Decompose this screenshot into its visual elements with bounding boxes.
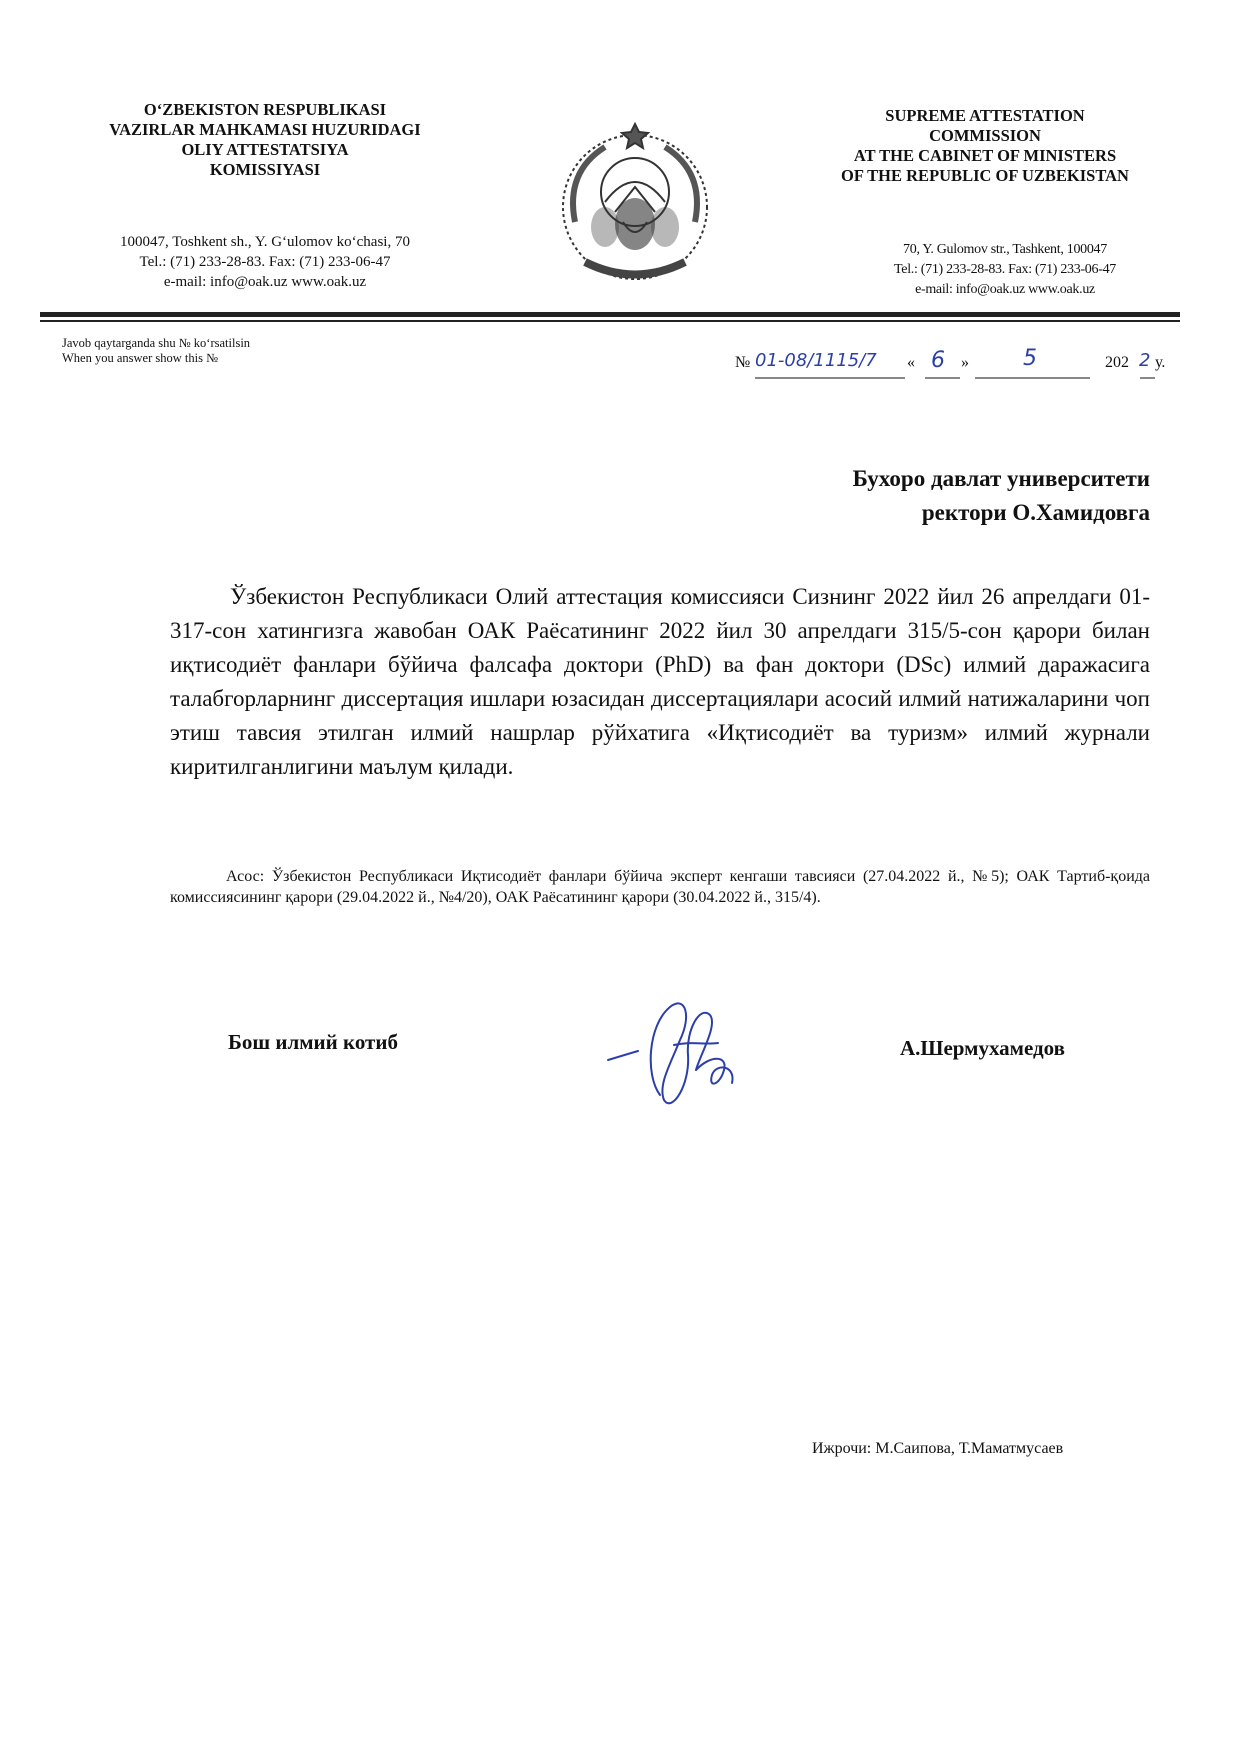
- header-left-line: OLIY ATTESTATSIYA: [181, 140, 349, 159]
- basis-note: [170, 866, 1150, 908]
- contact-line: e-mail: info@oak.uz www.oak.uz: [915, 282, 1095, 297]
- signatory-title: Бош илмий котиб: [228, 1030, 398, 1054]
- contact-line: 100047, Toshkent sh., Y. G‘ulomov ko‘chasi, 70: [120, 234, 410, 250]
- year-suffix: у.: [1155, 354, 1166, 371]
- header-divider-thin: [40, 320, 1180, 322]
- header-left-line: KOMISSIYASI: [209, 160, 321, 179]
- header-divider-thick: [40, 312, 1180, 317]
- header-right-contact: [820, 240, 1190, 300]
- handwritten-signature-icon: [600, 985, 760, 1110]
- reply-note-line: When you answer show this №: [62, 351, 218, 365]
- day-close-quote: »: [961, 354, 969, 371]
- header-left-org: [60, 100, 470, 180]
- header-left-line: VAZIRLAR MAHKAMASI HUZURIDAGI: [109, 120, 421, 139]
- letter-body: [170, 580, 1150, 784]
- contact-line: Tel.: (71) 233-28-83. Fax: (71) 233-06-47: [139, 254, 391, 270]
- signatory-name: А.Шермухамедов: [900, 1036, 1065, 1060]
- day-open-quote: «: [907, 354, 915, 371]
- state-emblem-icon: [545, 112, 725, 292]
- registration-line: [735, 346, 1185, 390]
- contact-line: e-mail: info@oak.uz www.oak.uz: [163, 274, 367, 290]
- addressee: [600, 462, 1150, 530]
- reply-note-line: Javob qaytarganda shu № ko‘rsatilsin: [62, 336, 251, 350]
- header-right-org: [790, 106, 1180, 186]
- registration-day: 6: [931, 348, 945, 373]
- year-prefix: 202: [1105, 354, 1129, 371]
- header-left-contact: [60, 232, 470, 292]
- contact-line: Tel.: (71) 233-28-83. Fax: (71) 233-06-47: [894, 262, 1116, 277]
- basis-text: Асос: Ўзбекистон Республикаси Иқтисодиёт фанлари бўйича эксперт кенгаши тавсияси (27.04.2022 й., №5); ОАК Тартиб-қоида комиссиясининг қарори (29.04.2022 й., №4/20), ОАК Раёсатининг қарори (30.04.2022 й., 315/4).: [170, 868, 1150, 906]
- year-digit: 2: [1139, 350, 1151, 371]
- header-right-line: AT THE CABINET OF MINISTERS: [853, 146, 1117, 165]
- registration-no-prefix: №: [735, 354, 751, 371]
- reply-note: [62, 336, 250, 366]
- header-right-line: SUPREME ATTESTATION: [885, 106, 1085, 125]
- header-left-line: O‘ZBEKISTON RESPUBLIKASI: [143, 100, 387, 119]
- registration-number: 01-08/1115/7: [755, 350, 877, 371]
- letter-body-text: Ўзбекистон Республикаси Олий аттестация комиссияси Сизнинг 2022 йил 26 апрелдаги 01-317-сон хатингизга жавобан ОАК Раёсатининг 2022 йил 30 апрелдаги 315/5-сон қарори билан иқтисодиёт фанлари бўйича фалсафа доктори (PhD) ва фан доктори (DSc) илмий даражасига талабгорларнинг диссертация ишлари юзасидан диссертациялари асосий илмий натижаларини чоп этиш тавсия этилган илмий нашрлар рўйхатига «Иқтисодиёт ва туризм» илмий журнали киритилганлигини маълум қилади.: [170, 584, 1150, 779]
- addressee-line: ректори О.Хамидовга: [921, 500, 1150, 525]
- header-right-line: OF THE REPUBLIC OF UZBEKISTAN: [841, 166, 1129, 185]
- addressee-line: Бухоро давлат университети: [852, 466, 1150, 491]
- header-right-line: COMMISSION: [929, 126, 1041, 145]
- contact-line: 70, Y. Gulomov str., Tashkent, 100047: [903, 242, 1107, 257]
- registration-month: 5: [1023, 346, 1037, 371]
- executor-line: Ижрочи: М.Саипова, Т.Маматмусаев: [812, 1440, 1064, 1457]
